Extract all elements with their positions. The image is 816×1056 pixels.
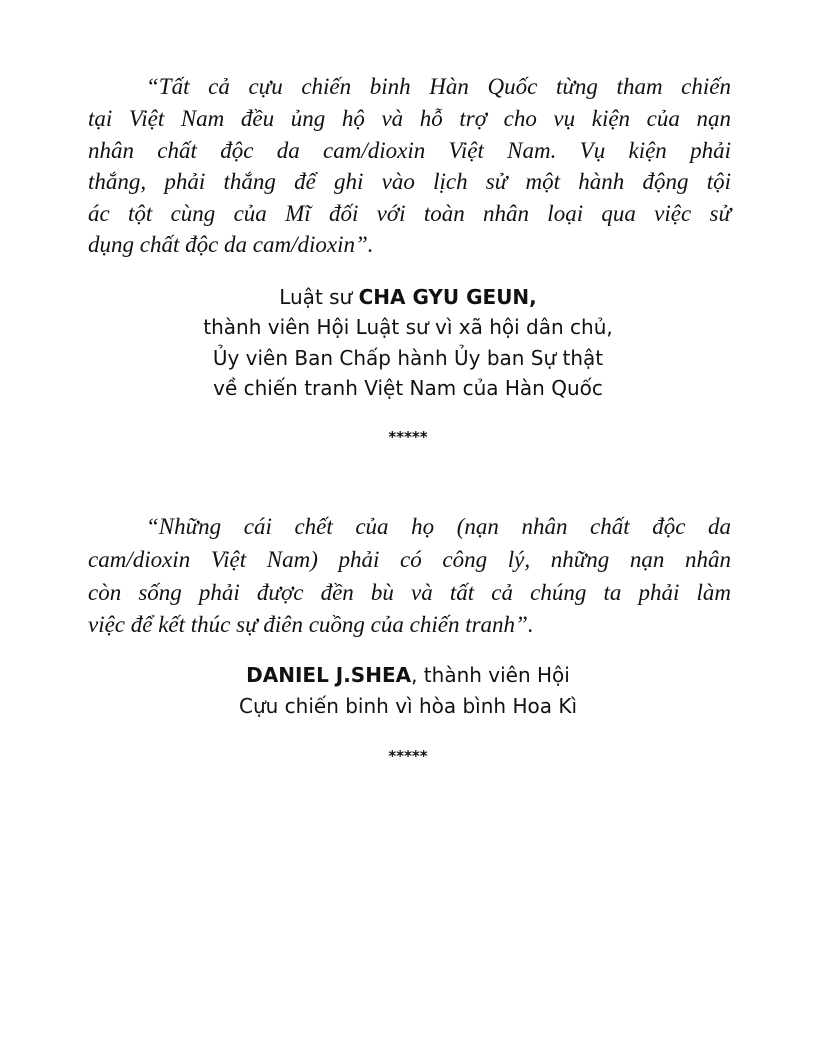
quote-line: còn sống phải được đền bù và tất cả chúng ta phải làm — [88, 580, 731, 605]
quote-line: “Những cái chết của họ (nạn nhân chất độc da — [146, 514, 731, 539]
author-name: CHA GYU GEUN, — [358, 285, 537, 309]
attribution-suffix: , thành viên Hội — [411, 663, 570, 687]
attribution-name-line — [0, 661, 816, 689]
attribution-line: thành viên Hội Luật sư vì xã hội dân chủ, — [203, 315, 613, 339]
quote-line: nhân chất độc da cam/dioxin Việt Nam. Vụ kiện phải — [88, 138, 731, 163]
quote-line: thắng, phải thắng để ghi vào lịch sử một hành động tội — [88, 169, 731, 194]
quote-line: tại Việt Nam đều ủng hộ và hỗ trợ cho vụ kiện của nạn — [88, 106, 731, 131]
attribution-name-line — [0, 283, 816, 311]
quote-line: “Tất cả cựu chiến binh Hàn Quốc từng tham chiến — [146, 74, 731, 99]
attribution-line: Cựu chiến binh vì hòa bình Hoa Kì — [239, 694, 577, 718]
quote-line: ác tột cùng của Mĩ đối với toàn nhân loại qua việc sử — [88, 201, 731, 226]
separator: ***** — [388, 747, 428, 765]
attribution-line: Ủy viên Ban Chấp hành Ủy ban Sự thật — [212, 346, 604, 370]
quote-line: dụng chất độc da cam/dioxin”. — [88, 232, 374, 257]
quote-line: việc để kết thúc sự điên cuồng của chiến tranh”. — [88, 612, 534, 637]
attribution-line: về chiến tranh Việt Nam của Hàn Quốc — [213, 376, 603, 400]
quote-line: cam/dioxin Việt Nam) phải có công lý, những nạn nhân — [88, 547, 731, 572]
attribution-prefix: Luật sư — [279, 285, 359, 309]
author-name: DANIEL J.SHEA — [246, 663, 412, 687]
separator: ***** — [388, 428, 428, 446]
